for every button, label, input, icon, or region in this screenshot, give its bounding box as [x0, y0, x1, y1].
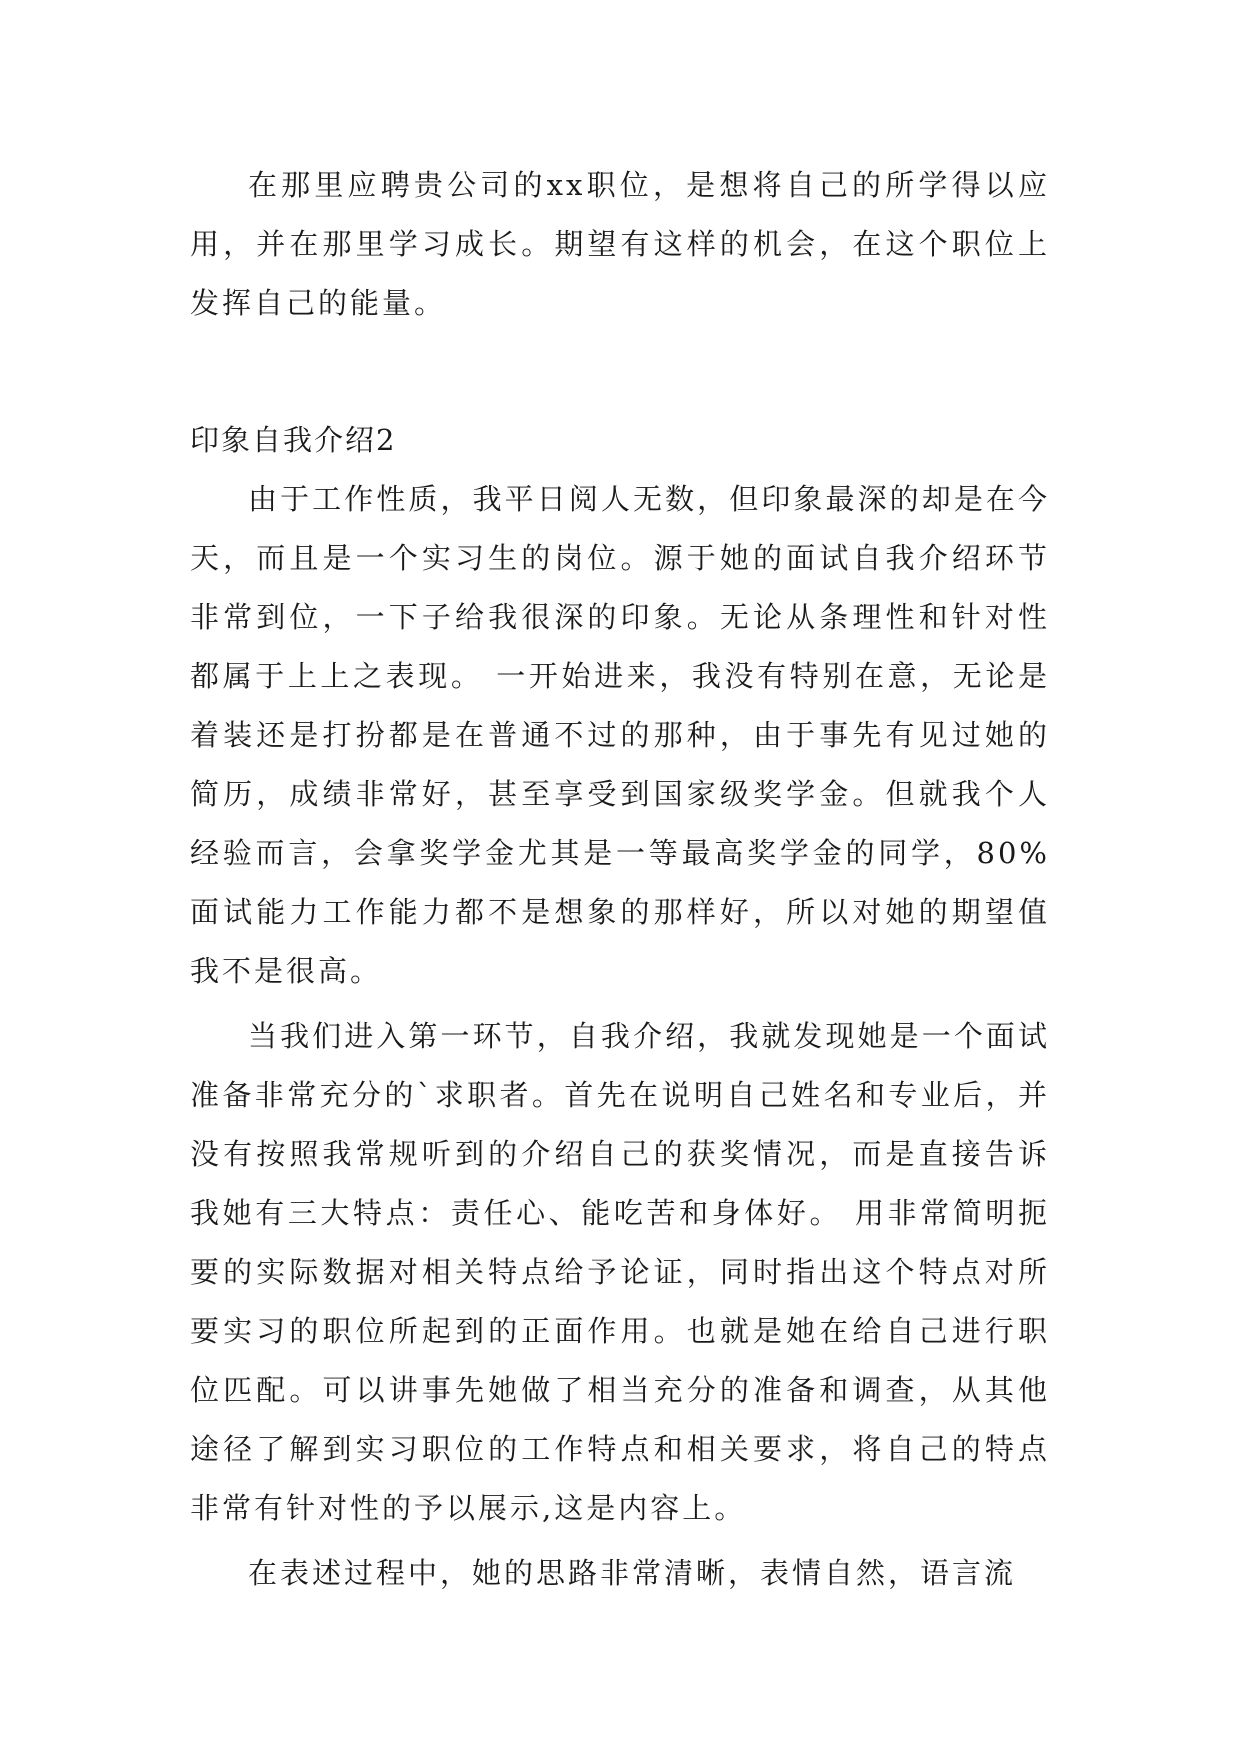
- body-paragraph-2: 当我们进入第一环节，自我介绍，我就发现她是一个面试准备非常充分的`求职者。首先在说明自己姓名和专业后，并没有按照我常规听到的介绍自己的获奖情况，而是直接告诉我她有三大特点：责任心、能吃苦和身体好。 用非常简明扼要的实际数据对相关特点给予论证，同时指出这个特点对所要实习的职位所起到的正面作用。也就是她在给自己进行职位匹配。可以讲事先她做了相当充分的准备和调查，从其他途径了解到实习职位的工作特点和相关要求，将自己的特点非常有针对性的予以展示,这是内容上。: [190, 1019, 1050, 1525]
- body-paragraph-1: 由于工作性质，我平日阅人无数，但印象最深的却是在今天，而且是一个实习生的岗位。源于她的面试自我介绍环节非常到位，一下子给我很深的印象。无论从条理性和针对性都属于上上之表现。 一开始进来，我没有特别在意，无论是着装还是打扮都是在普通不过的那种，由于事先有见过她的简历，成绩非常好，甚至享受到国家级奖学金。但就我个人经验而言，会拿奖学金尤其是一等最高奖学金的同学，80%面试能力工作能力都不是想象的那样好，所以对她的期望值我不是很高。: [190, 482, 1050, 988]
- section-title: 印象自我介绍2: [190, 423, 397, 457]
- document-body: [190, 156, 1050, 1603]
- intro-paragraph: 在那里应聘贵公司的xx职位，是想将自己的所学得以应用，并在那里学习成长。期望有这样的机会，在这个职位上发挥自己的能量。: [190, 168, 1050, 320]
- body-paragraph-3: 在表述过程中，她的思路非常清晰，表情自然，语言流: [248, 1556, 1017, 1590]
